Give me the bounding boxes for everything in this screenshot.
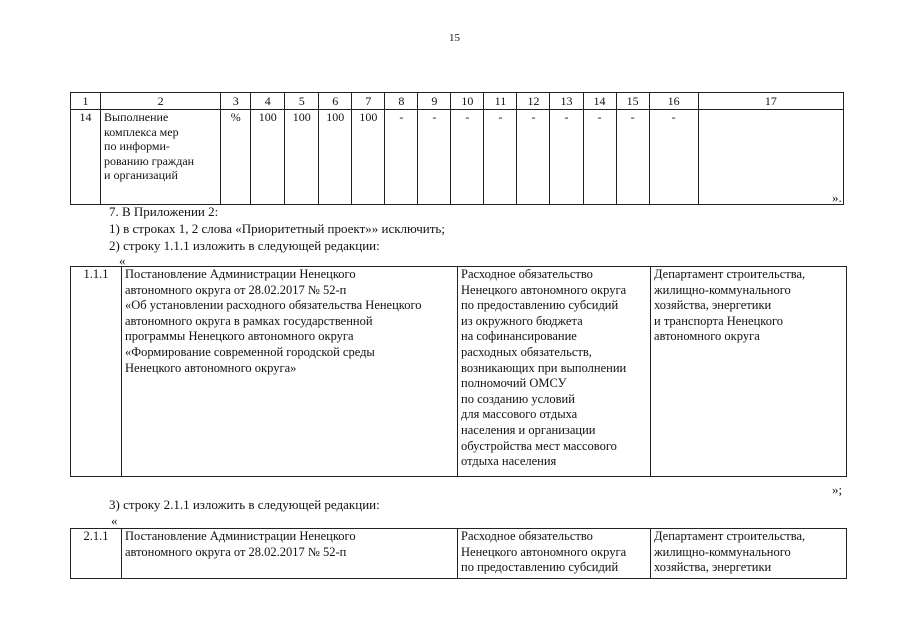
value-cell: 100 — [285, 110, 319, 205]
obligation-cell: Расходное обязательство Ненецкого автономного округа по предоставлению субсидий — [458, 529, 651, 579]
header-cell: 15 — [616, 93, 649, 110]
row-number: 2.1.1 — [71, 529, 122, 579]
header-cell: 2 — [101, 93, 221, 110]
value-cell: - — [517, 110, 550, 205]
indicators-table — [70, 92, 844, 205]
legal-act-cell: Постановление Администрации Ненецкого автономного округа от 28.02.2017 № 52-п «Об установлении расходного обязательства Ненецкого автономного округа в рамках государственной программы Ненецкого автономного округа «Формирование современной городской среды Ненецкого автономного округа» — [122, 267, 458, 477]
indicator-name: Выполнение комплекса мер по информи- рованию граждан и организаций — [101, 110, 221, 205]
table-row — [71, 267, 847, 477]
table-row — [71, 529, 847, 579]
header-cell: 12 — [517, 93, 550, 110]
unit-cell: % — [221, 110, 251, 205]
row-2-1-1-table — [70, 528, 847, 579]
open-quote: « — [119, 253, 126, 268]
table-row — [71, 110, 844, 205]
header-cell: 14 — [583, 93, 616, 110]
department-cell: Департамент строительства, жилищно-коммунального хозяйства, энергетики — [651, 529, 847, 579]
open-quote: « — [111, 513, 118, 528]
value-cell: - — [550, 110, 583, 205]
item-7: 7. В Приложении 2: — [109, 204, 219, 219]
value-cell: 100 — [251, 110, 285, 205]
header-cell: 11 — [484, 93, 517, 110]
value-cell: - — [649, 110, 698, 205]
table-header-row — [71, 93, 844, 110]
item-7-1: 1) в строках 1, 2 слова «Приоритетный проект»» исключить; — [109, 221, 445, 236]
header-cell: 13 — [550, 93, 583, 110]
item-7-2: 2) строку 1.1.1 изложить в следующей редакции: — [109, 238, 380, 253]
close-quote: »; — [832, 482, 843, 497]
header-cell: 7 — [352, 93, 385, 110]
value-cell: - — [451, 110, 484, 205]
page-number: 15 — [449, 32, 460, 44]
value-cell: - — [583, 110, 616, 205]
row-number: 1.1.1 — [71, 267, 122, 477]
legal-act-cell: Постановление Администрации Ненецкого автономного округа от 28.02.2017 № 52-п — [122, 529, 458, 579]
header-cell: 10 — [451, 93, 484, 110]
department-cell: Департамент строительства, жилищно-коммунального хозяйства, энергетики и транспорта Ненецкого автономного округа — [651, 267, 847, 477]
header-cell: 17 — [698, 93, 843, 110]
value-cell: 100 — [319, 110, 352, 205]
row-1-1-1-table — [70, 266, 847, 477]
last-cell — [698, 110, 843, 205]
row-number: 14 — [71, 110, 101, 205]
header-cell: 6 — [319, 93, 352, 110]
value-cell: - — [484, 110, 517, 205]
value-cell: 100 — [352, 110, 385, 205]
header-cell: 5 — [285, 93, 319, 110]
value-cell: - — [616, 110, 649, 205]
value-cell: - — [385, 110, 418, 205]
header-cell: 1 — [71, 93, 101, 110]
header-cell: 4 — [251, 93, 285, 110]
close-quote: ». — [832, 190, 842, 205]
header-cell: 3 — [221, 93, 251, 110]
header-cell: 8 — [385, 93, 418, 110]
item-7-3: 3) строку 2.1.1 изложить в следующей редакции: — [109, 497, 380, 512]
obligation-cell: Расходное обязательство Ненецкого автономного округа по предоставлению субсидий из окружного бюджета на софинансирование расходных обязательств, возникающих при выполнении полномочий ОМСУ по созданию условий для массового отдыха населения и организации обустройства мест массового отдыха населения — [458, 267, 651, 477]
header-cell: 9 — [418, 93, 451, 110]
value-cell: - — [418, 110, 451, 205]
header-cell: 16 — [649, 93, 698, 110]
